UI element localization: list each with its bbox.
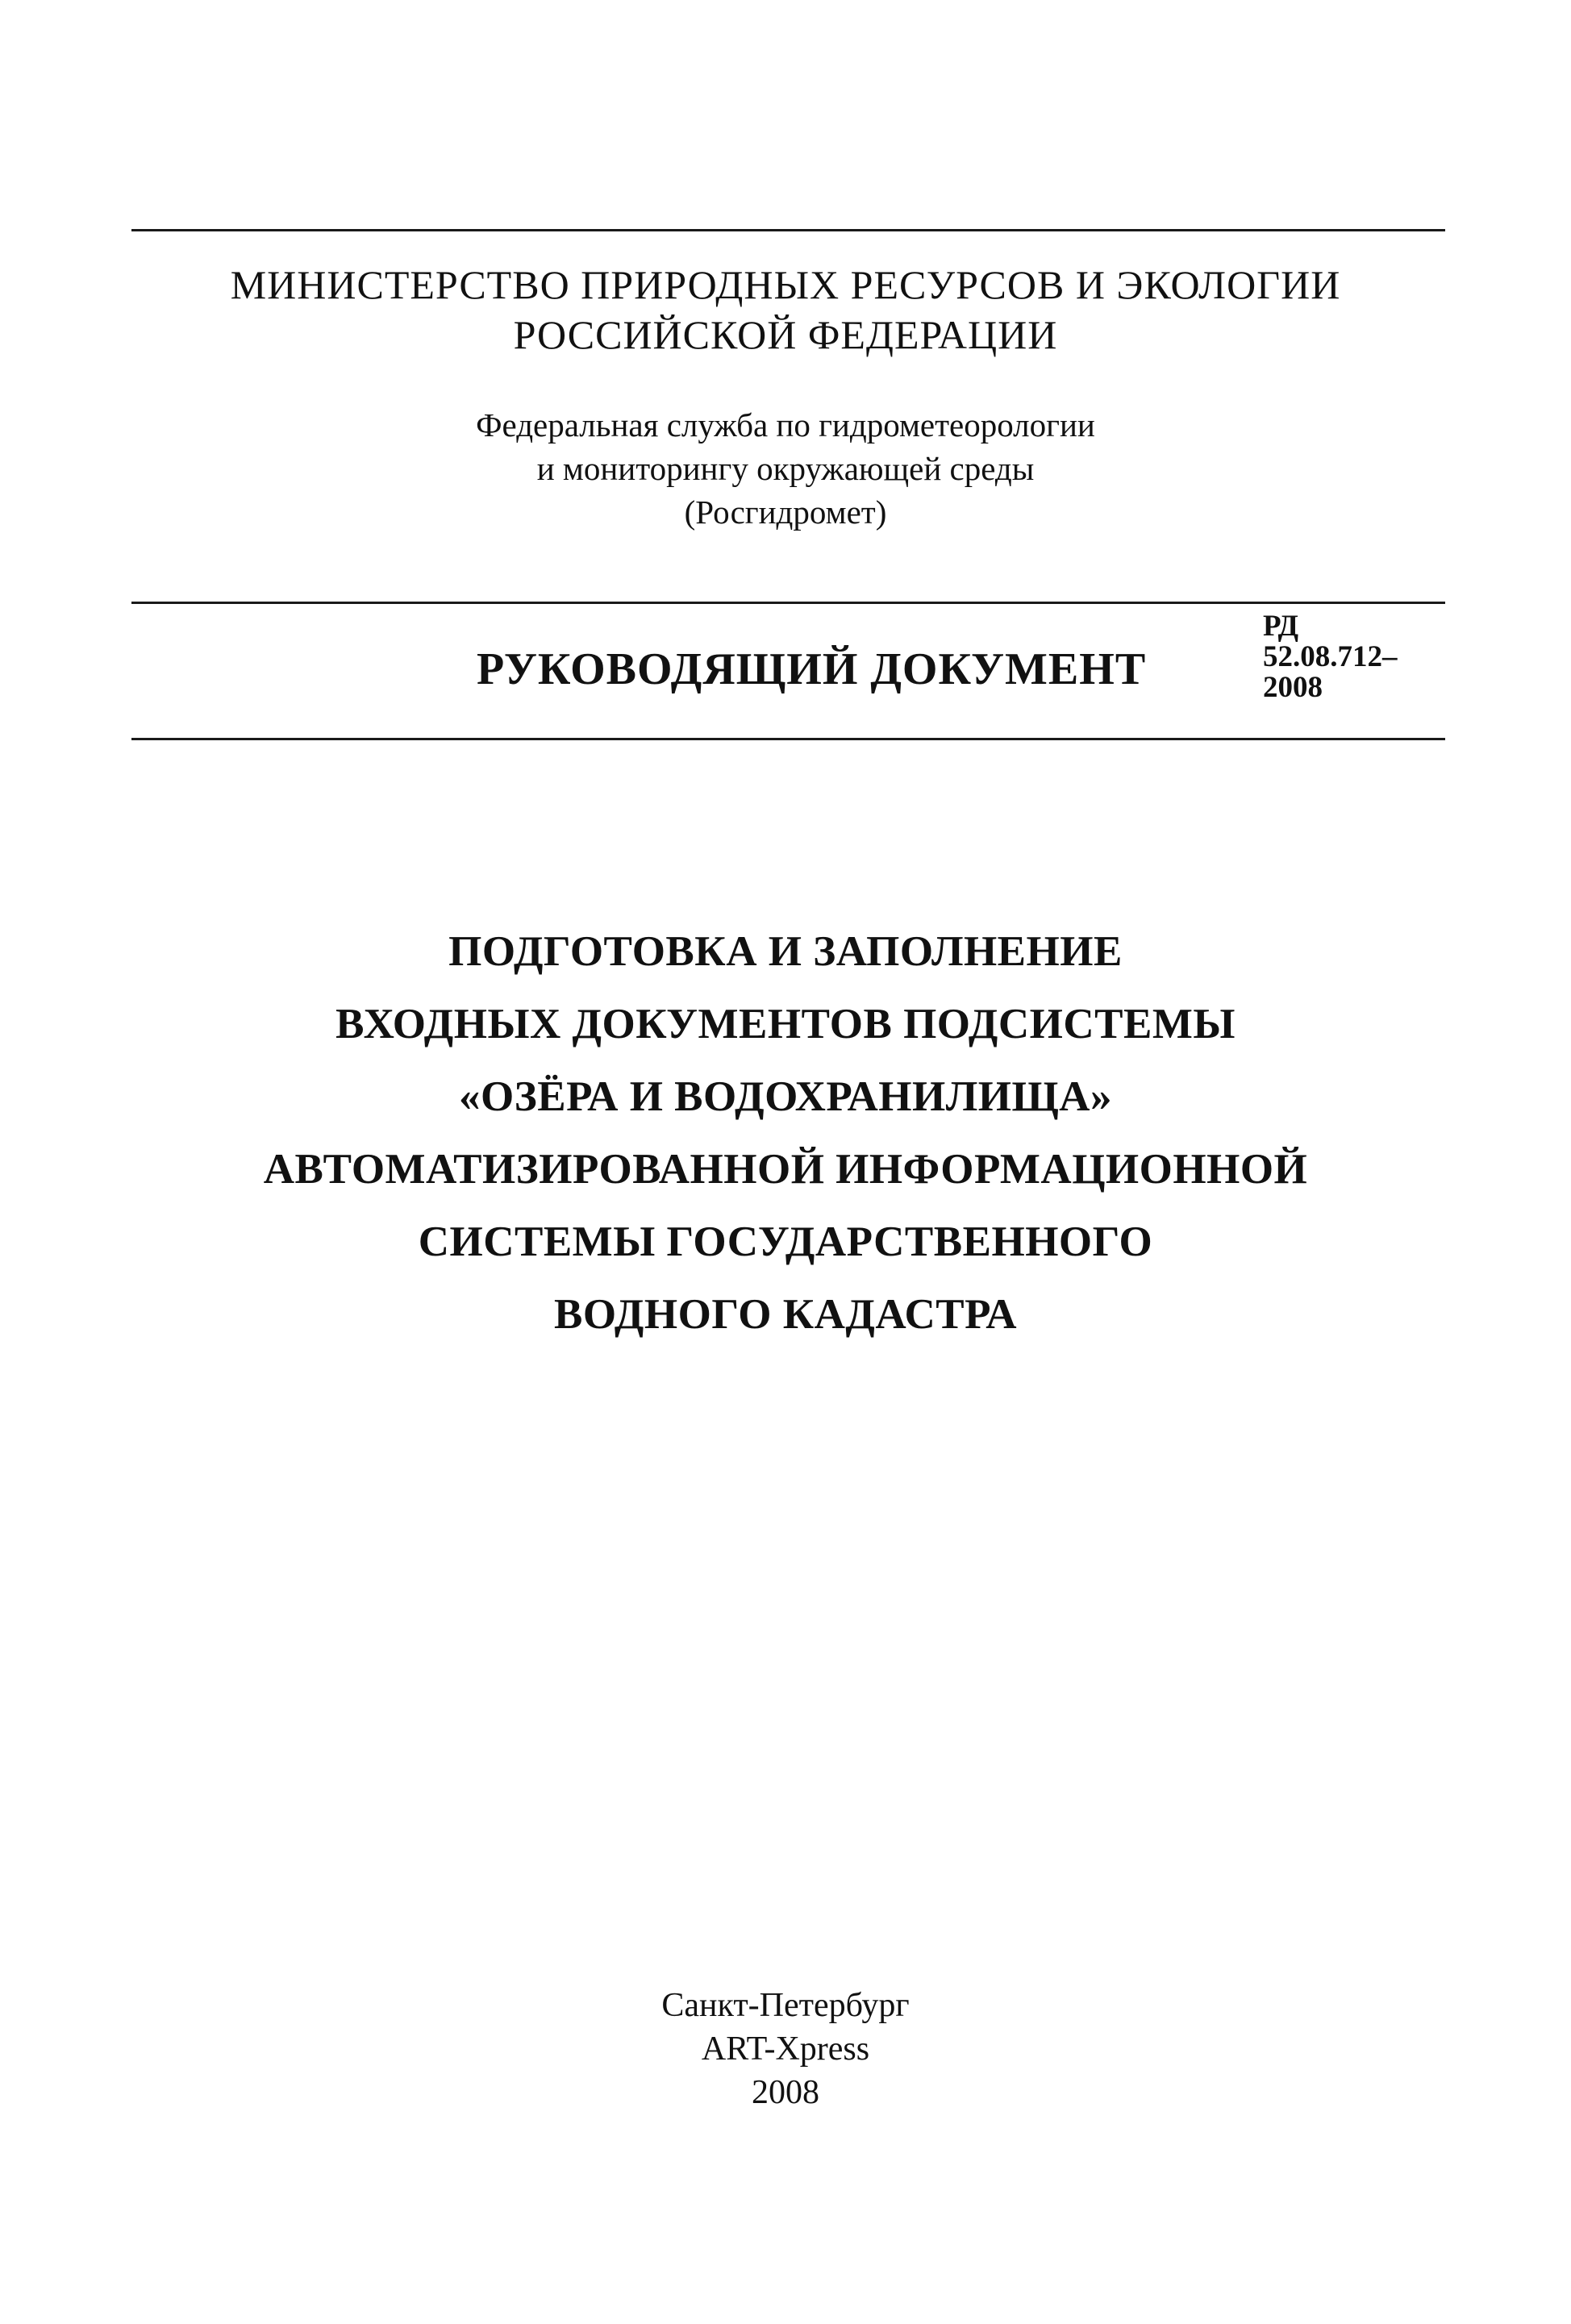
ministry-name — [0, 260, 1571, 360]
title-line: ВОДНОГО КАДАСТРА — [553, 1291, 1018, 1338]
title-line: ПОДГОТОВКА И ЗАПОЛНЕНИЕ — [448, 928, 1123, 975]
document-code-line-2: 52.08.712– — [1263, 640, 1398, 673]
document-code-line-1: РД — [1263, 610, 1299, 643]
service-line-2: и мониторингу окружающей среды — [536, 450, 1035, 487]
doc-label-bottom-rule — [131, 738, 1445, 740]
title-line: СИСТЕМЫ ГОСУДАРСТВЕННОГО — [418, 1218, 1153, 1265]
title-line: ВХОДНЫХ ДОКУМЕНТОВ ПОДСИСТЕМЫ — [335, 1001, 1236, 1047]
service-name — [0, 403, 1571, 534]
top-rule — [131, 229, 1445, 231]
imprint-year: 2008 — [752, 2074, 819, 2111]
document-title — [0, 915, 1571, 1351]
imprint — [0, 1984, 1571, 2114]
imprint-publisher: ART-Xpress — [701, 2030, 870, 2068]
imprint-city: Санкт-Петербург — [661, 1987, 910, 2024]
service-line-1: Федеральная служба по гидрометеорологии — [476, 406, 1095, 444]
service-line-3: (Росгидромет) — [684, 494, 887, 531]
ministry-line-1: МИНИСТЕРСТВО ПРИРОДНЫХ РЕСУРСОВ И ЭКОЛОГИИ — [230, 262, 1341, 307]
document-code — [1263, 611, 1398, 703]
title-line: АВТОМАТИЗИРОВАННОЙ ИНФОРМАЦИОННОЙ — [263, 1146, 1308, 1193]
document-type: РУКОВОДЯЩИЙ ДОКУМЕНТ — [477, 644, 1147, 694]
document-code-line-3: 2008 — [1263, 671, 1323, 704]
ministry-line-2: РОССИЙСКОЙ ФЕДЕРАЦИИ — [513, 312, 1058, 357]
title-line: «ОЗЁРА И ВОДОХРАНИЛИЩА» — [459, 1073, 1112, 1120]
doc-label-top-rule — [131, 602, 1445, 604]
